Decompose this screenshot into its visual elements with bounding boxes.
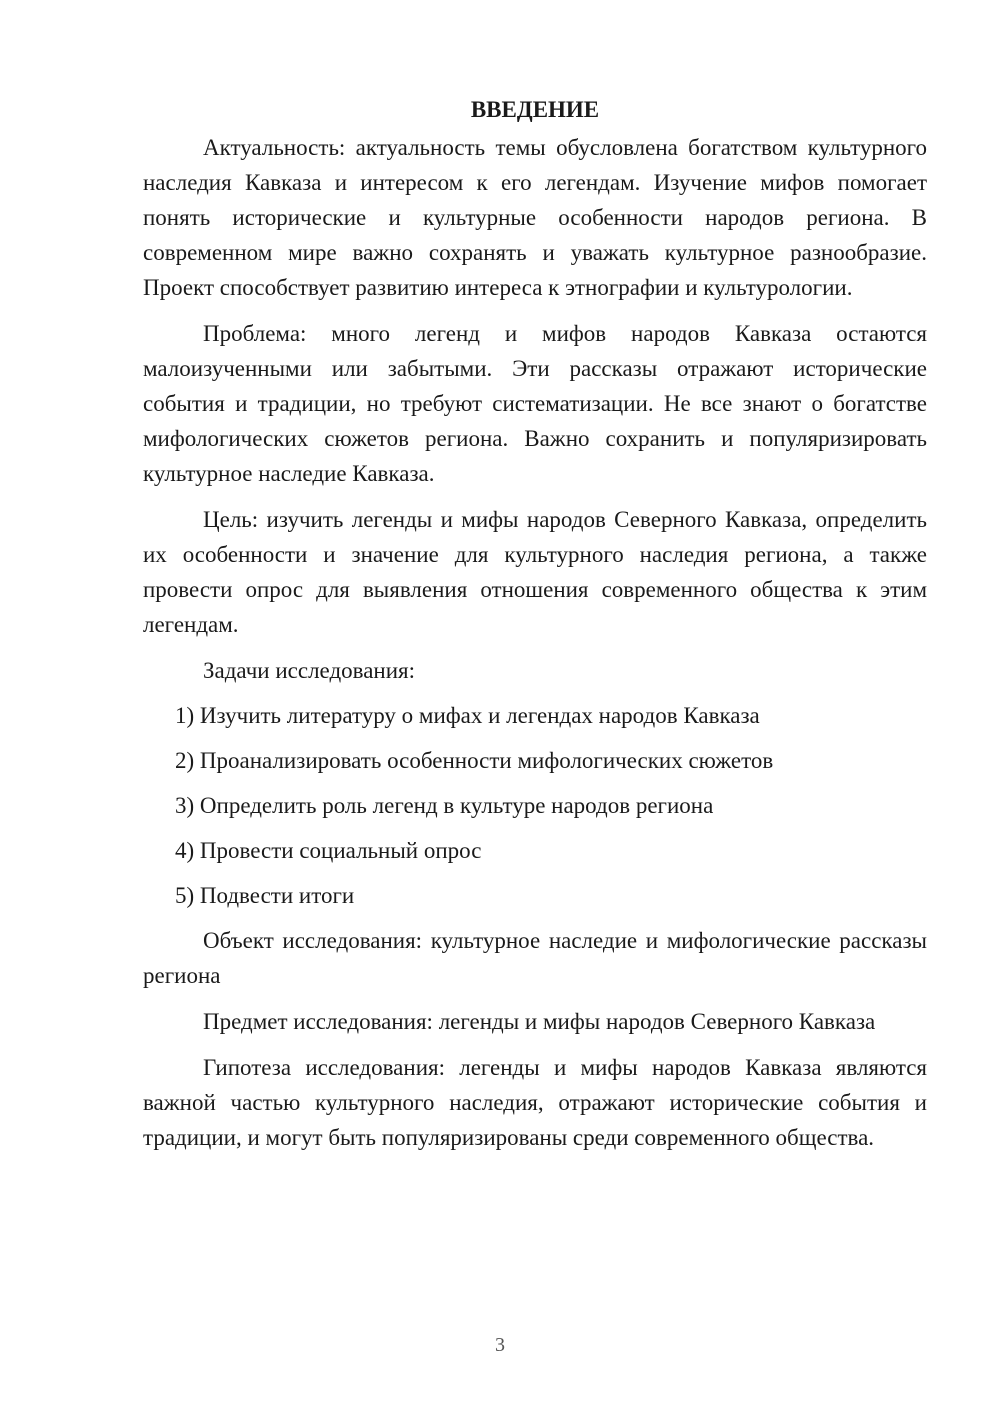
goal-paragraph: Цель: изучить легенды и мифы народов Северного Кавказа, определить их особенности и значение для культурного наследия региона, а также провести опрос для выявления отношения современного общества к этим легендам. xyxy=(143,507,927,637)
list-item: 3) Определить роль легенд в культуре народов региона xyxy=(175,793,714,818)
list-item: 2) Проанализировать особенности мифологических сюжетов xyxy=(175,748,774,773)
page-number: 3 xyxy=(495,1334,505,1356)
tasks-heading: Задачи исследования: xyxy=(203,658,416,683)
list-item: 5) Подвести итоги xyxy=(175,883,355,908)
list-item: 1) Изучить литературу о мифах и легендах народов Кавказа xyxy=(175,703,760,728)
hypothesis-paragraph: Гипотеза исследования: легенды и мифы народов Кавказа являются важной частью культурного наследия, отражают исторические события и традиции, и могут быть популяризированы среди современного общества. xyxy=(143,1055,927,1150)
tasks-list xyxy=(143,698,927,913)
problem-paragraph: Проблема: много легенд и мифов народов Кавказа остаются малоизученными или забытыми. Эти рассказы отражают исторические события и традиции, но требуют систематизации. Не все знают о богатстве мифологических сюжетов региона. Важно сохранить и популяризировать культурное наследие Кавказа. xyxy=(143,321,927,486)
subject-paragraph: Предмет исследования: легенды и мифы народов Северного Кавказа xyxy=(203,1009,876,1034)
object-paragraph: Объект исследования: культурное наследие и мифологические рассказы региона xyxy=(143,928,927,988)
list-item: 4) Провести социальный опрос xyxy=(175,838,482,863)
relevance-paragraph: Актуальность: актуальность темы обусловлена богатством культурного наследия Кавказа и интересом к его легендам. Изучение мифов помогает понять исторические и культурные особенности народов региона. В современном мире важно сохранять и уважать культурное разнообразие. Проект способствует развитию интереса к этнографии и культурологии. xyxy=(143,135,927,300)
page-content xyxy=(143,92,927,1166)
section-title: ВВЕДЕНИЕ xyxy=(470,97,600,122)
